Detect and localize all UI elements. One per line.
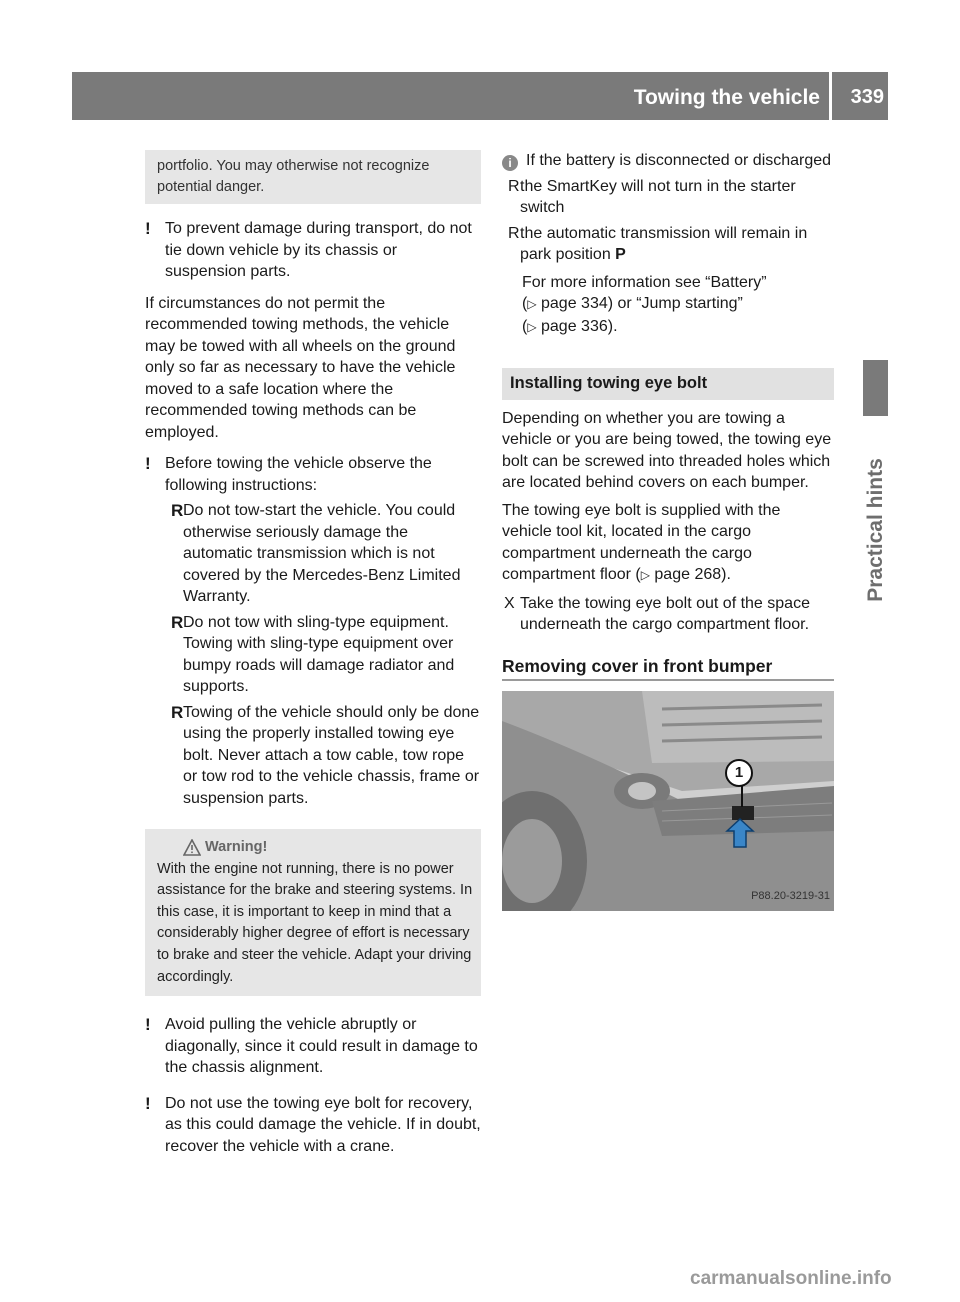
note-transport xyxy=(145,218,481,283)
bullet-icon: R xyxy=(171,612,184,632)
list-item-text: Towing of the vehicle should only be done using the properly installed towing eye bolt. Never attach a tow cable, tow rope or tow rod to the vehicle chassis, frame or suspension parts. xyxy=(183,703,480,807)
page-ref-jump-starting[interactable]: page 336). xyxy=(536,317,618,335)
page-ref-battery[interactable]: page 334) or “Jump starting” xyxy=(536,295,743,312)
list-item-text: Do not tow-start the vehicle. You could otherwise seriously damage the automatic transmission which is not covered by the Mercedes-Benz Limited Warranty. xyxy=(183,502,461,605)
note-text: To prevent damage during transport, do not tie down vehicle by its chassis or suspension parts. xyxy=(165,220,472,280)
note-pulling xyxy=(145,1014,481,1079)
warning-title: Warning! xyxy=(205,839,268,855)
left-column xyxy=(145,150,481,1157)
list-item-text: the automatic transmission will remain in park position xyxy=(520,224,808,263)
continued-warning-box: portfolio. You may otherwise not recognize potential danger. xyxy=(145,150,481,204)
info-note xyxy=(502,150,834,338)
exclamation-icon: ! xyxy=(145,454,151,473)
list-item xyxy=(502,176,834,219)
step-text: Take the towing eye bolt out of the space underneath the cargo compartment floor. xyxy=(520,594,810,633)
paren: ( xyxy=(522,317,528,335)
warning-triangle-icon xyxy=(183,839,201,856)
chapter-tab xyxy=(863,360,888,416)
subsection-heading: Removing cover in front bumper xyxy=(502,656,834,682)
info-more xyxy=(502,272,834,339)
section-heading: Installing towing eye bolt xyxy=(502,368,834,400)
watermark: carmanualsonline.info xyxy=(690,1268,892,1289)
info-text: If the battery is disconnected or discharged xyxy=(526,152,832,169)
paragraph-text: The towing eye bolt is supplied with the vehicle tool kit, located in the cargo compartment underneath the cargo compartment floor ( xyxy=(502,501,781,583)
park-position-label: P xyxy=(615,246,626,263)
page-number: 339 xyxy=(850,86,884,108)
exclamation-icon: ! xyxy=(145,1015,151,1035)
figure-code: P88.20-3219-31 xyxy=(751,889,830,902)
info-more-line: For more information see “Battery” xyxy=(522,273,767,291)
callout-number: 1 xyxy=(725,759,753,787)
note-text: Avoid pulling the vehicle abruptly or diagonally, since it could result in damage to the chassis alignment. xyxy=(165,1016,478,1077)
page-ref-arrow-icon: ▷ xyxy=(640,568,650,582)
bumper-illustration xyxy=(502,691,834,911)
list-item-text: the SmartKey will not turn in the starter switch xyxy=(520,177,796,216)
list-item xyxy=(165,500,481,608)
chapter-label xyxy=(862,430,890,630)
step-icon: X xyxy=(504,594,515,612)
page-ref-arrow-icon: ▷ xyxy=(527,319,537,334)
paragraph: Depending on whether you are towing a vehicle or you are being towed, the towing eye bolt can be screwed into threaded holes which are located behind covers on each bumper. xyxy=(502,409,832,491)
step-item xyxy=(502,593,834,636)
right-column xyxy=(502,150,834,911)
paragraph: If circumstances do not permit the recommended towing methods, the vehicle may be towed with all wheels on the ground only so far as necessary to have the vehicle moved to a safe location where the recommended towing methods can be employed. xyxy=(145,294,456,441)
page-ref-cargo-floor[interactable]: page 268). xyxy=(649,566,731,583)
bumper-figure xyxy=(502,691,834,911)
bullet-icon: R xyxy=(171,702,184,722)
note-text: Do not use the towing eye bolt for recovery, as this could damage the vehicle. If in doubt, recover the vehicle with a crane. xyxy=(165,1094,481,1155)
note-recovery xyxy=(145,1093,481,1158)
list-item-text: Do not tow with sling-type equipment. Towing with sling-type equipment over bumpy roads will damage radiator and supports. xyxy=(183,613,455,695)
section-title: Towing the vehicle xyxy=(633,86,820,109)
bullet-icon: R xyxy=(508,177,520,195)
paragraph xyxy=(502,500,834,587)
bullet-icon: R xyxy=(508,224,520,242)
exclamation-icon: ! xyxy=(145,219,151,238)
warning-box xyxy=(145,829,481,996)
list-item xyxy=(502,223,834,266)
header-divider xyxy=(829,72,832,120)
exclamation-icon: ! xyxy=(145,1093,151,1113)
warning-heading xyxy=(157,837,473,859)
warning-text: With the engine not running, there is no power assistance for the brake and steering systems. In this case, it is important to keep in mind that a considerably higher degree of effort is necessary to brake and steer the vehicle. Adapt your driving accordingly. xyxy=(157,860,473,985)
page-ref-arrow-icon: ▷ xyxy=(527,297,537,311)
list-item xyxy=(165,612,481,698)
note-before-towing xyxy=(145,453,481,809)
paren: ( xyxy=(522,295,528,312)
chapter-label-text: Practical hints xyxy=(864,458,887,602)
note-text: Before towing the vehicle observe the following instructions: xyxy=(165,455,432,494)
header-bar xyxy=(72,72,888,120)
bullet-icon: R xyxy=(171,501,184,520)
list-item xyxy=(165,702,481,810)
info-icon: i xyxy=(502,155,518,171)
